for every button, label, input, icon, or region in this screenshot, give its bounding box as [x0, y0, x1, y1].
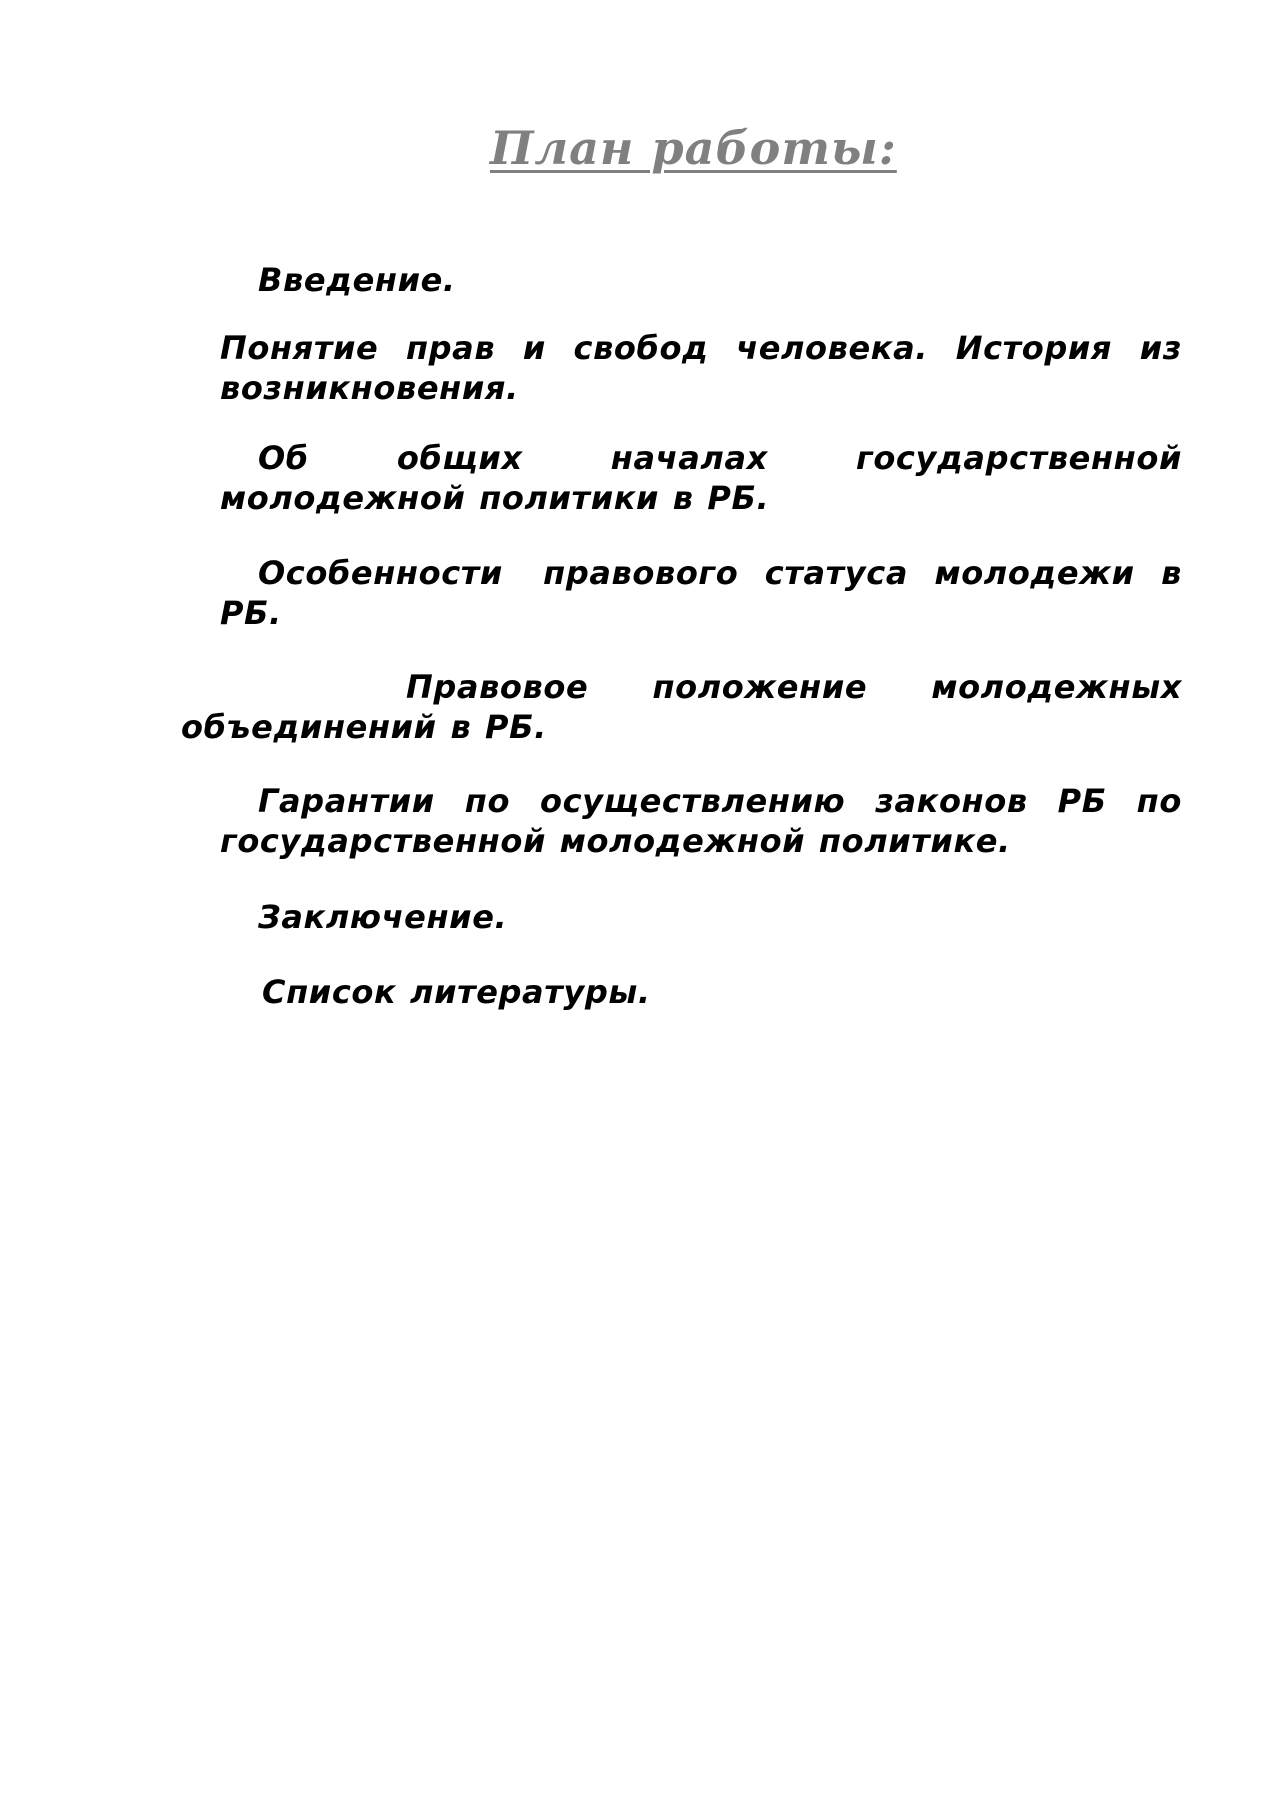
word: свобод: [573, 329, 709, 367]
plan-item-guarantees: [220, 781, 1182, 861]
plan-item-line-justified: [220, 781, 1182, 821]
plan-item-line: РБ.: [220, 594, 282, 632]
page-title: План работы:: [490, 121, 897, 175]
word: правового: [529, 554, 739, 592]
plan-item-line: Список литературы.: [262, 973, 651, 1011]
word: статуса: [764, 554, 909, 592]
word: Особенности: [258, 554, 503, 592]
word: из: [1139, 329, 1182, 367]
word: и: [522, 329, 546, 367]
plan-item-line: объединений в РБ.: [181, 708, 547, 746]
word: законов: [875, 782, 1028, 820]
plan-item-line-justified: [220, 553, 1182, 593]
word: по: [1136, 782, 1182, 820]
word: Правовое: [406, 668, 589, 706]
word: молодежных: [931, 668, 1182, 706]
plan-item-rights-concept: [220, 328, 1182, 408]
word: Понятие: [220, 329, 379, 367]
word: прав: [405, 329, 496, 367]
word: осуществлению: [540, 782, 846, 820]
word: История: [955, 329, 1113, 367]
word: РБ: [1057, 782, 1107, 820]
plan-item-line: Заключение.: [258, 898, 508, 936]
plan-item-line: молодежной политики в РБ.: [220, 479, 770, 517]
word: в: [1161, 554, 1182, 592]
word: общих: [396, 439, 523, 477]
plan-item-conclusion: [258, 897, 1178, 937]
word: молодежи: [934, 554, 1135, 592]
word: началах: [610, 439, 768, 477]
plan-item-line-justified: [181, 667, 1182, 707]
plan-item-line: возникновения.: [220, 369, 519, 407]
plan-item-line: государственной молодежной политике.: [220, 822, 1011, 860]
plan-item-general-principles: [220, 438, 1182, 518]
plan-item-youth-associations: [181, 667, 1182, 747]
word: человека.: [736, 329, 929, 367]
plan-item-line-justified: [220, 438, 1182, 478]
plan-item-legal-status: [220, 553, 1182, 633]
plan-item-line-justified: [220, 328, 1182, 368]
word: положение: [652, 668, 868, 706]
plan-item-line: Введение.: [258, 261, 456, 299]
word: по: [464, 782, 511, 820]
plan-item-introduction: [258, 260, 1178, 300]
word: Об: [258, 439, 309, 477]
word: государственной: [856, 439, 1182, 477]
plan-item-references: [262, 972, 1182, 1012]
word: Гарантии: [258, 782, 435, 820]
